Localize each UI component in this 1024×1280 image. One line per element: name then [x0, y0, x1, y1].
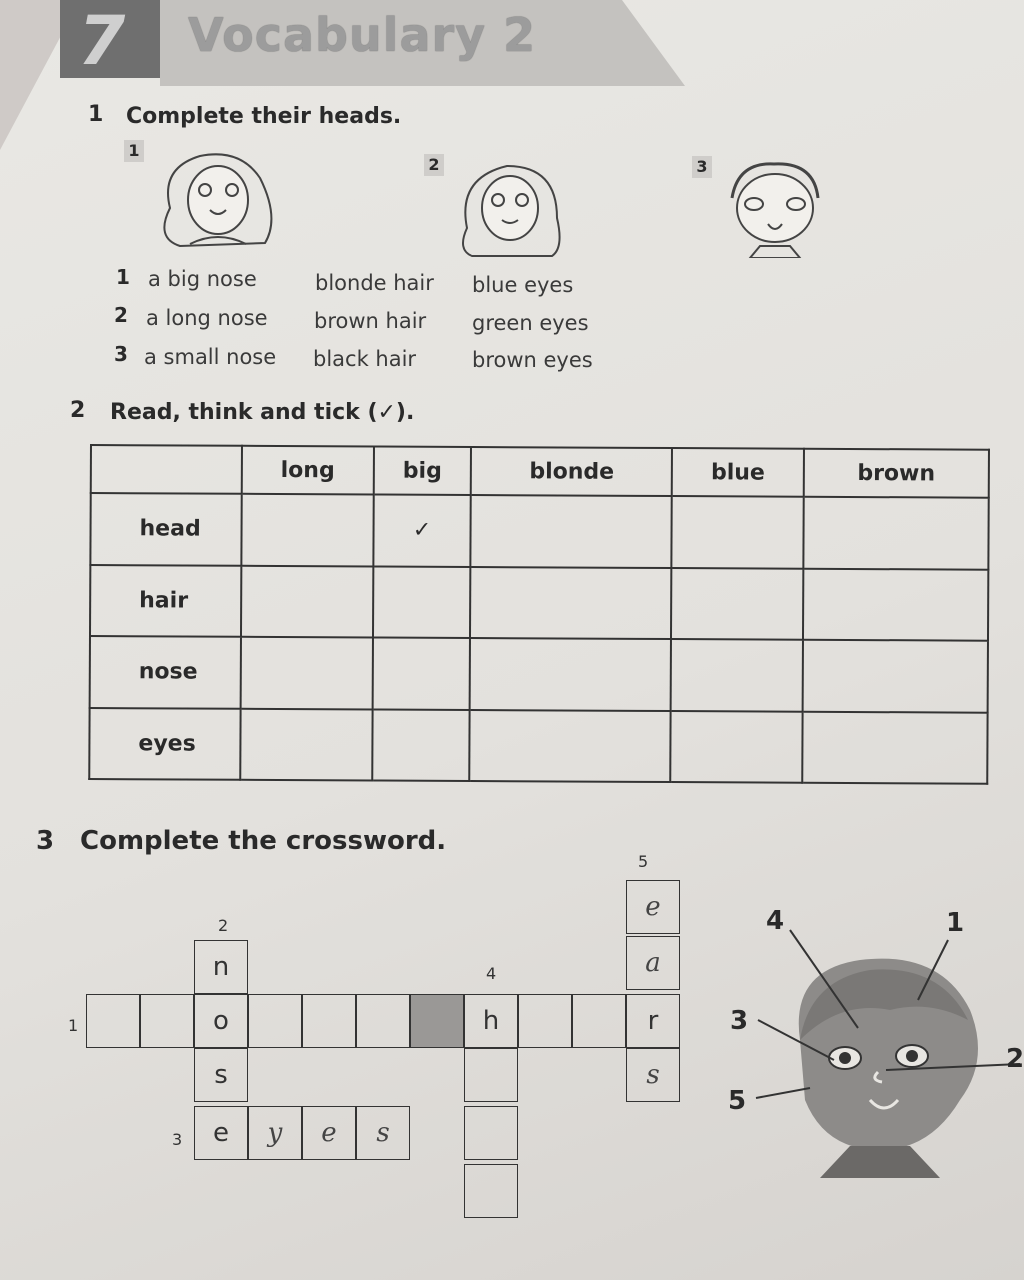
tick-cell[interactable]: [672, 496, 804, 568]
face-drawing-2: [452, 158, 568, 258]
tick-cell[interactable]: [803, 497, 989, 569]
label-eye: 3: [730, 1006, 749, 1036]
crossword-cell[interactable]: [464, 1106, 518, 1160]
option-nose: a big nose: [148, 267, 257, 291]
column-header: big: [373, 446, 471, 495]
tick-table: [88, 444, 990, 785]
row-label: hair: [90, 565, 241, 637]
crossword-cell[interactable]: s: [356, 1106, 410, 1160]
crossword-blocked-cell: [410, 994, 464, 1048]
option-row-number: 2: [114, 303, 128, 327]
row-label: eyes: [89, 708, 240, 780]
tick-cell[interactable]: [372, 709, 470, 781]
table-row: [89, 708, 987, 784]
label-head: 1: [946, 908, 965, 938]
option-eyes: brown eyes: [472, 348, 593, 372]
crossword-cell[interactable]: o: [194, 994, 248, 1048]
tick-cell[interactable]: [241, 494, 373, 566]
label-hair: 4: [766, 906, 785, 936]
label-ear: 5: [728, 1086, 747, 1116]
option-hair: brown hair: [314, 309, 427, 333]
row-label: nose: [90, 636, 241, 708]
crossword-cell[interactable]: h: [464, 994, 518, 1048]
crossword-cell[interactable]: n: [194, 940, 248, 994]
tick-cell[interactable]: [671, 639, 803, 711]
face-drawing-3: [718, 158, 830, 258]
crossword-cell[interactable]: s: [194, 1048, 248, 1102]
option-hair: black hair: [313, 347, 417, 371]
tick-cell[interactable]: [241, 637, 373, 709]
option-row-number: 3: [114, 342, 128, 366]
face-drawing-1: [150, 148, 290, 252]
column-header: long: [242, 446, 374, 495]
crossword-cell[interactable]: y: [248, 1106, 302, 1160]
tick-cell[interactable]: [372, 637, 470, 709]
option-row-number: 1: [116, 265, 130, 289]
crossword-cell[interactable]: e: [626, 880, 680, 934]
ex1-number: 1: [88, 102, 104, 127]
tick-cell[interactable]: [471, 495, 673, 568]
table-corner-cell: [91, 445, 242, 494]
crossword-cell[interactable]: [464, 1164, 518, 1218]
crossword-cell[interactable]: [140, 994, 194, 1048]
tick-cell[interactable]: ✓: [373, 494, 471, 566]
crossword-cell[interactable]: a: [626, 936, 680, 990]
option-eyes: green eyes: [472, 311, 589, 335]
boy-illustration: [730, 900, 1024, 1190]
clue-number-1: 1: [68, 1016, 79, 1035]
crossword-cell[interactable]: [356, 994, 410, 1048]
ex1-instruction: Complete their heads.: [126, 104, 402, 129]
crossword-cell[interactable]: s: [626, 1048, 680, 1102]
picture-number-2: 2: [424, 154, 444, 176]
crossword-cell[interactable]: [518, 994, 572, 1048]
column-header: blonde: [471, 447, 672, 496]
column-header: blue: [672, 448, 803, 497]
picture-number-3: 3: [692, 156, 712, 178]
tick-cell[interactable]: [470, 566, 672, 639]
option-hair: blonde hair: [315, 271, 434, 295]
column-header: brown: [803, 449, 989, 498]
tick-cell[interactable]: [671, 568, 803, 640]
unit-number: 7: [78, 2, 126, 81]
crossword-cell[interactable]: [302, 994, 356, 1048]
crossword-cell[interactable]: e: [194, 1106, 248, 1160]
tick-cell[interactable]: [373, 566, 471, 638]
crossword-cell[interactable]: [572, 994, 626, 1048]
crossword-cell[interactable]: e: [302, 1106, 356, 1160]
tick-cell[interactable]: [470, 709, 672, 782]
clue-number-5: 5: [638, 852, 649, 871]
clue-number-4: 4: [486, 964, 497, 983]
ex2-instruction: Read, think and tick (✓).: [110, 400, 415, 425]
crossword-cell[interactable]: [86, 994, 140, 1048]
page-title: Vocabulary 2: [188, 8, 537, 62]
ex3-number: 3: [36, 826, 55, 856]
option-nose: a small nose: [144, 345, 277, 369]
tick-cell[interactable]: [671, 711, 803, 783]
crossword-cell[interactable]: r: [626, 994, 680, 1048]
table-header-row: [91, 445, 989, 498]
clue-number-2: 2: [218, 916, 229, 935]
crossword-cell[interactable]: [464, 1048, 518, 1102]
table-row: [90, 565, 988, 641]
row-label: head: [90, 493, 241, 565]
picture-number-1: 1: [124, 140, 144, 162]
label-nose: 2: [1006, 1044, 1024, 1074]
tick-cell[interactable]: [470, 638, 672, 711]
ex2-number: 2: [70, 398, 86, 423]
tick-cell[interactable]: [241, 565, 373, 637]
clue-number-3: 3: [172, 1130, 183, 1149]
table-row: [90, 493, 988, 569]
table-row: [90, 636, 988, 712]
option-nose: a long nose: [146, 306, 268, 330]
tick-cell[interactable]: [240, 708, 372, 780]
tick-cell[interactable]: [802, 640, 988, 712]
tick-cell[interactable]: [803, 568, 989, 640]
ex3-instruction: Complete the crossword.: [80, 826, 447, 856]
crossword-cell[interactable]: [248, 994, 302, 1048]
tick-cell[interactable]: [802, 711, 988, 783]
option-eyes: blue eyes: [472, 273, 574, 297]
